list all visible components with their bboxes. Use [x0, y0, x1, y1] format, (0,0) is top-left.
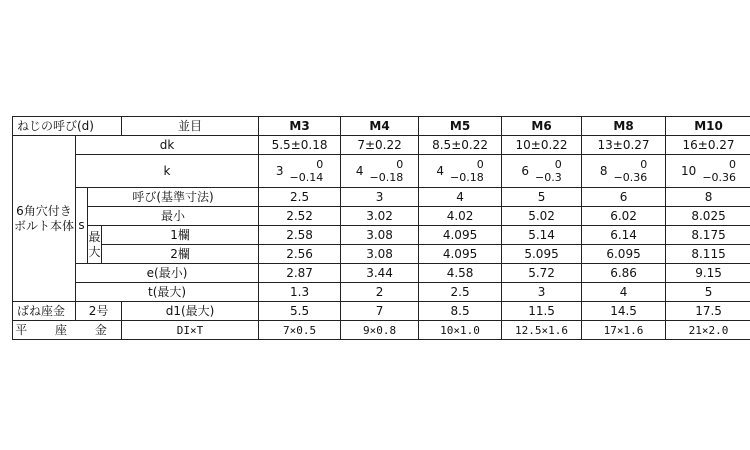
row-header: [13, 117, 750, 136]
cell: 2.87: [259, 264, 341, 283]
k-nominal: 10: [681, 163, 697, 178]
tolerance-value: [276, 158, 323, 184]
k-cell: [582, 155, 666, 188]
k-tolerance-stack: [370, 158, 404, 184]
cell: 1.3: [259, 283, 341, 302]
cell: 3.02: [341, 207, 419, 226]
k-cell: [259, 155, 341, 188]
k-tolerance-stack: [290, 158, 324, 184]
cell: 5: [666, 283, 750, 302]
s-max1-label: 1欄: [102, 226, 259, 245]
k-upper: 0: [640, 158, 648, 171]
size-header-m5: M5: [419, 117, 502, 136]
cell: 21×2.0: [666, 321, 750, 340]
cell: 5.14: [502, 226, 582, 245]
cell: 9×0.8: [341, 321, 419, 340]
s-max2-label: 2欄: [102, 245, 259, 264]
k-lower: −0.14: [289, 171, 324, 184]
s-max-label-char2: 大: [88, 244, 101, 259]
cell: 3: [502, 283, 582, 302]
k-cell: [419, 155, 502, 188]
cell: 8: [666, 188, 750, 207]
cell: 13±0.27: [582, 136, 666, 155]
size-header-m4: M4: [341, 117, 419, 136]
cell: 5.095: [502, 245, 582, 264]
cell: 8.025: [666, 207, 750, 226]
cell: 10×1.0: [419, 321, 502, 340]
cell: 4.02: [419, 207, 502, 226]
e-min-label: e(最小): [76, 264, 259, 283]
dk-label: dk: [76, 136, 259, 155]
bolt-body-label-line2: ボルト本体: [13, 218, 74, 233]
cell: 9.15: [666, 264, 750, 283]
s-max-label: [88, 226, 102, 264]
size-header-m3: M3: [259, 117, 341, 136]
tolerance-value: [356, 158, 403, 184]
k-upper: 0: [729, 158, 737, 171]
tolerance-value: [681, 158, 736, 184]
cell: 17×1.6: [582, 321, 666, 340]
k-nominal: 4: [436, 163, 444, 178]
nominal-label: ねじの呼び(d): [13, 117, 122, 136]
row-s-max2: [13, 245, 750, 264]
s-min-label: 最小: [88, 207, 259, 226]
row-d1-max: [13, 302, 750, 321]
k-upper: 0: [554, 158, 562, 171]
k-tolerance-stack: [702, 158, 736, 184]
k-tolerance-stack: [450, 158, 484, 184]
cell: 17.5: [666, 302, 750, 321]
cell: 8.175: [666, 226, 750, 245]
cell: 2.56: [259, 245, 341, 264]
k-lower: −0.36: [613, 171, 648, 184]
s-nominal-label: 呼び(基準寸法): [88, 188, 259, 207]
cell: 5.02: [502, 207, 582, 226]
s-label: s: [76, 188, 88, 264]
spring-washer-label: ばね座金: [13, 302, 76, 321]
row-s-nominal: [13, 188, 750, 207]
t-max-label: t(最大): [76, 283, 259, 302]
cell: 16±0.27: [666, 136, 750, 155]
k-nominal: 4: [355, 163, 364, 178]
pitch-label: 並目: [122, 117, 259, 136]
row-k: [13, 155, 750, 188]
cell: 2.58: [259, 226, 341, 245]
bolt-body-group-label: [13, 136, 76, 302]
tolerance-value: [521, 158, 561, 184]
cell: 7: [341, 302, 419, 321]
cell: 3.08: [341, 226, 419, 245]
cell: 14.5: [582, 302, 666, 321]
cell: 11.5: [502, 302, 582, 321]
k-cell: [502, 155, 582, 188]
k-upper: 0: [316, 158, 324, 171]
k-lower: −0.18: [369, 171, 404, 184]
k-nominal: 6: [521, 163, 529, 178]
cell: 2.5: [259, 188, 341, 207]
spring-washer-no-label: 2号: [76, 302, 122, 321]
row-s-max1: [13, 226, 750, 245]
row-s-min: [13, 207, 750, 226]
k-upper: 0: [476, 158, 484, 171]
cell: 4.095: [419, 226, 502, 245]
k-label: k: [76, 155, 259, 188]
k-nominal: 3: [275, 163, 284, 178]
flat-washer-label: 平 座 金: [13, 321, 122, 340]
k-upper: 0: [396, 158, 404, 171]
k-cell: [341, 155, 419, 188]
cell: 3: [341, 188, 419, 207]
cell: 7×0.5: [259, 321, 341, 340]
cell: 8.5±0.22: [419, 136, 502, 155]
cell: 8.115: [666, 245, 750, 264]
k-lower: −0.36: [702, 171, 737, 184]
cell: 12.5×1.6: [502, 321, 582, 340]
cell: 6.14: [582, 226, 666, 245]
dimension-spec-table: [12, 116, 750, 340]
cell: 5.5: [259, 302, 341, 321]
k-cell: [666, 155, 750, 188]
cell: 6.86: [582, 264, 666, 283]
cell: 2.5: [419, 283, 502, 302]
size-header-m6: M6: [502, 117, 582, 136]
row-t-max: [13, 283, 750, 302]
cell: 4: [419, 188, 502, 207]
size-header-m10: M10: [666, 117, 750, 136]
cell: 3.08: [341, 245, 419, 264]
k-lower: −0.3: [535, 171, 562, 184]
cell: 3.44: [341, 264, 419, 283]
cell: 6.095: [582, 245, 666, 264]
cell: 4: [582, 283, 666, 302]
cell: 5: [502, 188, 582, 207]
s-max-label-char1: 最: [88, 229, 101, 244]
row-e-min: [13, 264, 750, 283]
cell: 2.52: [259, 207, 341, 226]
cell: 5.5±0.18: [259, 136, 341, 155]
k-nominal: 8: [599, 163, 608, 178]
row-dk: [13, 136, 750, 155]
cell: 6.02: [582, 207, 666, 226]
tolerance-value: [436, 158, 483, 184]
d1-max-label: d1(最大): [122, 302, 259, 321]
bolt-body-label-line1: 6角穴付き: [16, 203, 72, 218]
size-header-m8: M8: [582, 117, 666, 136]
cell: 4.095: [419, 245, 502, 264]
cell: 8.5: [419, 302, 502, 321]
cell: 10±0.22: [502, 136, 582, 155]
cell: 7±0.22: [341, 136, 419, 155]
cell: 4.58: [419, 264, 502, 283]
tolerance-value: [600, 158, 647, 184]
k-tolerance-stack: [614, 158, 648, 184]
row-flat-washer: [13, 321, 750, 340]
cell: 5.72: [502, 264, 582, 283]
dixt-label: DI×T: [122, 321, 259, 340]
k-tolerance-stack: [535, 158, 562, 184]
cell: 6: [582, 188, 666, 207]
k-lower: −0.18: [450, 171, 484, 184]
cell: 2: [341, 283, 419, 302]
